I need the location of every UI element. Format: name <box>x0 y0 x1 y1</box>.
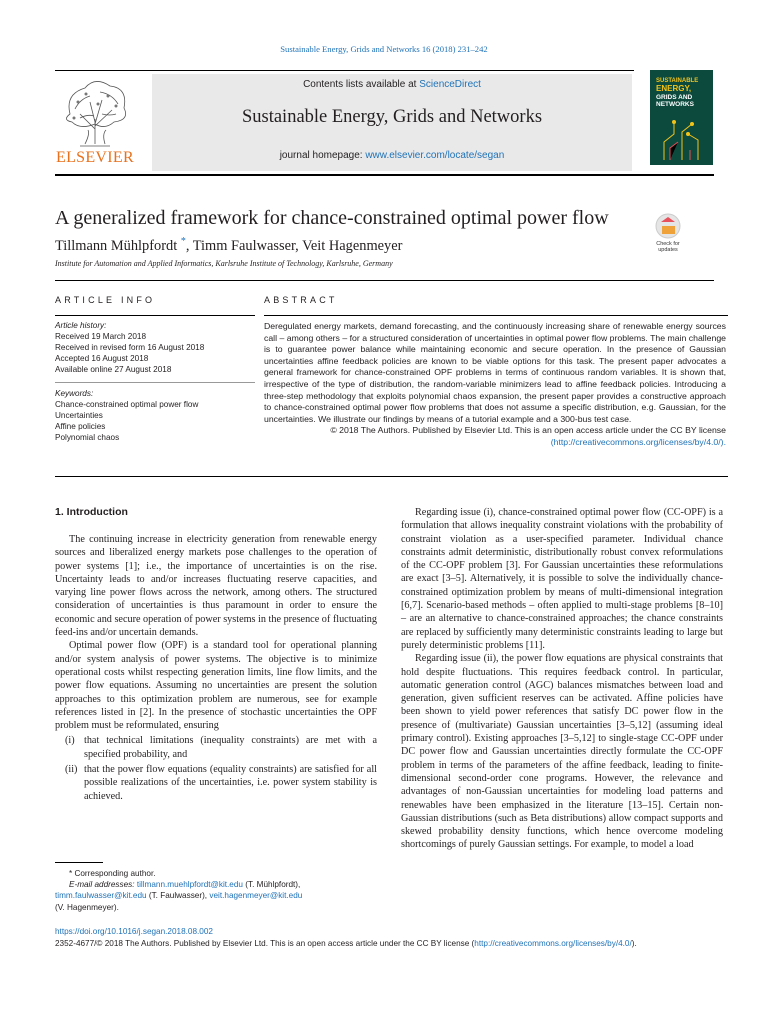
elsevier-wordmark: ELSEVIER <box>56 149 134 166</box>
abstract-heading: ABSTRACT <box>264 295 338 305</box>
license-link[interactable]: (http://creativecommons.org/licenses/by/4.0/). <box>550 436 726 447</box>
paragraph: The continuing increase in electricity generation from renewable energy sources and liberalized energy markets pose challenges to the operation of power systems [1]; i.e., the importance of uncertainties is on the rise. Uncertainty leads to and/or increases fluctuating reserve capacities, and varying line power flows across the network, among others. The structured consideration of uncertainties is thus paramount in order to ensure the economic and secure operation of power systems in the presence of fluctuating feed-ins and/or uncertain demands. <box>55 534 377 639</box>
paragraph: Regarding issue (ii), the power flow equations are physical constraints that hold despite fluctuations. This requires feedback control. In particular, automatic generation control (AGC) balances mismatches between load and generation, given sufficient reserves can be activated. Affine policies have been shown to yield power references that satisfy DC power flow in the presence of (multivariate) Gaussian uncertainties [3–5,12] (assuming ideal primary control). Existing approaches [3–5,12] to single-stage CC-OPF under DC power flow and Gaussian uncertainties directly formulate the CC-OPF problem in terms of the parameters of the affine feedback, leading to finite-dimensional second-order cone programs. However, the relevance and advantages of non-Gaussian uncertainties for modeling load patterns and renewables have been emphasized in the literature [13–15]. Certain non-Gaussian distributions (such as Beta distributions) allow compact supports and skewed probability density functions, which hence overcome modeling shortcomings of purely Gaussian settings. For example, to model a load <box>401 653 723 851</box>
check-for-updates-icon[interactable] <box>650 212 686 254</box>
license-line: 2352-4677/© 2018 The Authors. Published by Elsevier Ltd. This is an open access article under the CC BY license (http://creativecommons.org/licenses/by/4.0/). <box>55 939 637 948</box>
section-rule <box>55 280 714 281</box>
doi-link[interactable]: https://doi.org/10.1016/j.segan.2018.08.002 <box>55 927 213 936</box>
history-online: Available online 27 August 2018 <box>55 365 172 374</box>
section-heading-introduction: 1. Introduction <box>55 506 128 518</box>
keyword: Chance-constrained optimal power flow <box>55 400 199 409</box>
email-link[interactable]: tillmann.muehlpfordt@kit.edu <box>136 880 243 890</box>
article-info-heading: ARTICLE INFO <box>55 295 156 305</box>
journal-reference[interactable]: Sustainable Energy, Grids and Networks 16 (2018) 231–242 <box>280 44 488 54</box>
header-rule <box>55 70 634 71</box>
paragraph: Regarding issue (i), chance-constrained optimal power flow (CC-OPF) is a formulation that allows inequality constraint violations with the probability of constraint violation as a user-specified parameter. Individual chance constraints admit deterministic, distributionally robust convex reformulations of the CC-OPF problem [3]. For Gaussian uncertainties these reformulations are exact [3–5]. Alternatively, it is possible to solve the individually chance-constrained optimization problem by means of multi-dimensional integration [6,7]. Scenario-based methods – often applied to multi-stage problems [8–10] – are an alternative to chance-constrained approaches; the chance constraints are replaced by sufficiently many deterministic constraints leading to large but purely deterministic problems [11]. <box>401 507 723 651</box>
affiliation: Institute for Automation and Applied Informatics, Karlsruhe Institute of Technology, Karlsruhe, Germany <box>55 259 393 268</box>
history-accepted: Accepted 16 August 2018 <box>55 354 149 363</box>
keyword: Affine policies <box>55 422 106 431</box>
homepage-line: journal homepage: www.elsevier.com/locate/segan <box>279 150 505 161</box>
journal-cover-thumbnail[interactable]: SUSTAINABLE ENERGY, GRIDS AND NETWORKS <box>650 70 713 165</box>
license-url-link[interactable]: http://creativecommons.org/licenses/by/4.0/ <box>474 939 632 948</box>
corresponding-author-mark[interactable]: * <box>180 236 186 247</box>
footnote-rule <box>55 862 103 863</box>
keywords: Keywords: Chance-constrained optimal power flow Uncertainties Affine policies Polynomial chaos <box>55 388 255 443</box>
svg-text:Check for: Check for <box>656 241 680 247</box>
left-column <box>55 533 377 803</box>
paper-title: A generalized framework for chance-constrained optimal power flow <box>55 207 609 229</box>
cover-circuit-art <box>654 112 709 162</box>
footnotes: * Corresponding author. E-mail addresses: tillmann.muehlpfordt@kit.edu (T. Mühlpfordt), timm.faulwasser@kit.edu (T. Faulwasser), veit.hagenmeyer@kit.edu (V. Hagenmeyer). <box>55 869 303 912</box>
email-link[interactable]: timm.faulwasser@kit.edu <box>55 891 147 901</box>
copyright-line: © 2018 The Authors. Published by Elsevier Ltd. This is an open access article under the CC BY license <box>330 425 726 436</box>
keyword: Uncertainties <box>55 411 103 420</box>
header-bottom-rule <box>55 174 714 176</box>
abstract-rule <box>264 315 728 316</box>
history-received: Received 19 March 2018 <box>55 332 147 341</box>
list-item: (ii) that the power flow equations (equality constraints) are satisfied for all possible realizations of the uncertainties, i.e. power system stability is achieved. <box>65 764 377 802</box>
history-revised: Received in revised form 16 August 2018 <box>55 343 205 352</box>
email-link[interactable]: veit.hagenmeyer@kit.edu <box>209 891 303 901</box>
right-column <box>401 506 723 852</box>
journal-title: Sustainable Energy, Grids and Networks <box>241 107 543 127</box>
article-info-rule <box>55 315 255 316</box>
contents-line: Contents lists available at ScienceDirect <box>303 79 481 90</box>
keywords-rule <box>55 382 255 383</box>
abstract-body: Deregulated energy markets, demand forecasting, and the continuously increasing share of renewable energy sources call – among others – for a structured consideration of uncertainties in optimal power flow problems. The main challenge is to guarantee power balance while maintaining economic and secure operation. In the presence of Gaussian uncertainties affine feedback policies are known to be viable options for this task. The present paper advocates a general framework for chance-constrained OPF problems in terms of continuous random variables. It is shown that, irrespective of the type of distribution, the random-variable minimizers lead to affine feedback policies. Introducing a three-step methodology that exploits polynomial chaos expansion, the present paper provides a constructive approach to chance-constrained optimal power flow problems that does not assume a specific distribution, e.g. Gaussian, for the uncertainties. We illustrate our findings by means of a tutorial example and a 300-bus test case. © 2018 The Authors. Published by Elsevier Ltd. This is an open access article under the CC BY license (http://creativecommons.org/licenses/by/4.0/). <box>264 321 726 447</box>
abstract-bottom-rule <box>55 476 728 477</box>
keyword: Polynomial chaos <box>55 433 120 442</box>
author-list: Tillmann Mühlpfordt *, Timm Faulwasser, Veit Hagenmeyer <box>55 236 403 254</box>
list-item: (i) that technical limitations (inequality constraints) are met with a specified probability, and <box>65 735 377 760</box>
homepage-link[interactable]: www.elsevier.com/locate/segan <box>365 150 505 161</box>
article-history: Article history: Received 19 March 2018 Received in revised form 16 August 2018 Accepted 16 August 2018 Available online 27 August 2018 <box>55 320 255 375</box>
paragraph: Optimal power flow (OPF) is a standard tool for operational planning and/or system analysis of power systems. The objective is to minimize operational costs whilst respecting generation limits, line flow limits, and the power flow equations. Assuming no uncertainties are present the solution approaches to this optimization problem are numerous, see for example references listed in [2]. In the presence of stochastic uncertainties the OPF problem must be reformulated, ensuring <box>55 640 377 732</box>
sciencedirect-link[interactable]: ScienceDirect <box>419 79 481 90</box>
svg-text:updates: updates <box>658 247 678 253</box>
